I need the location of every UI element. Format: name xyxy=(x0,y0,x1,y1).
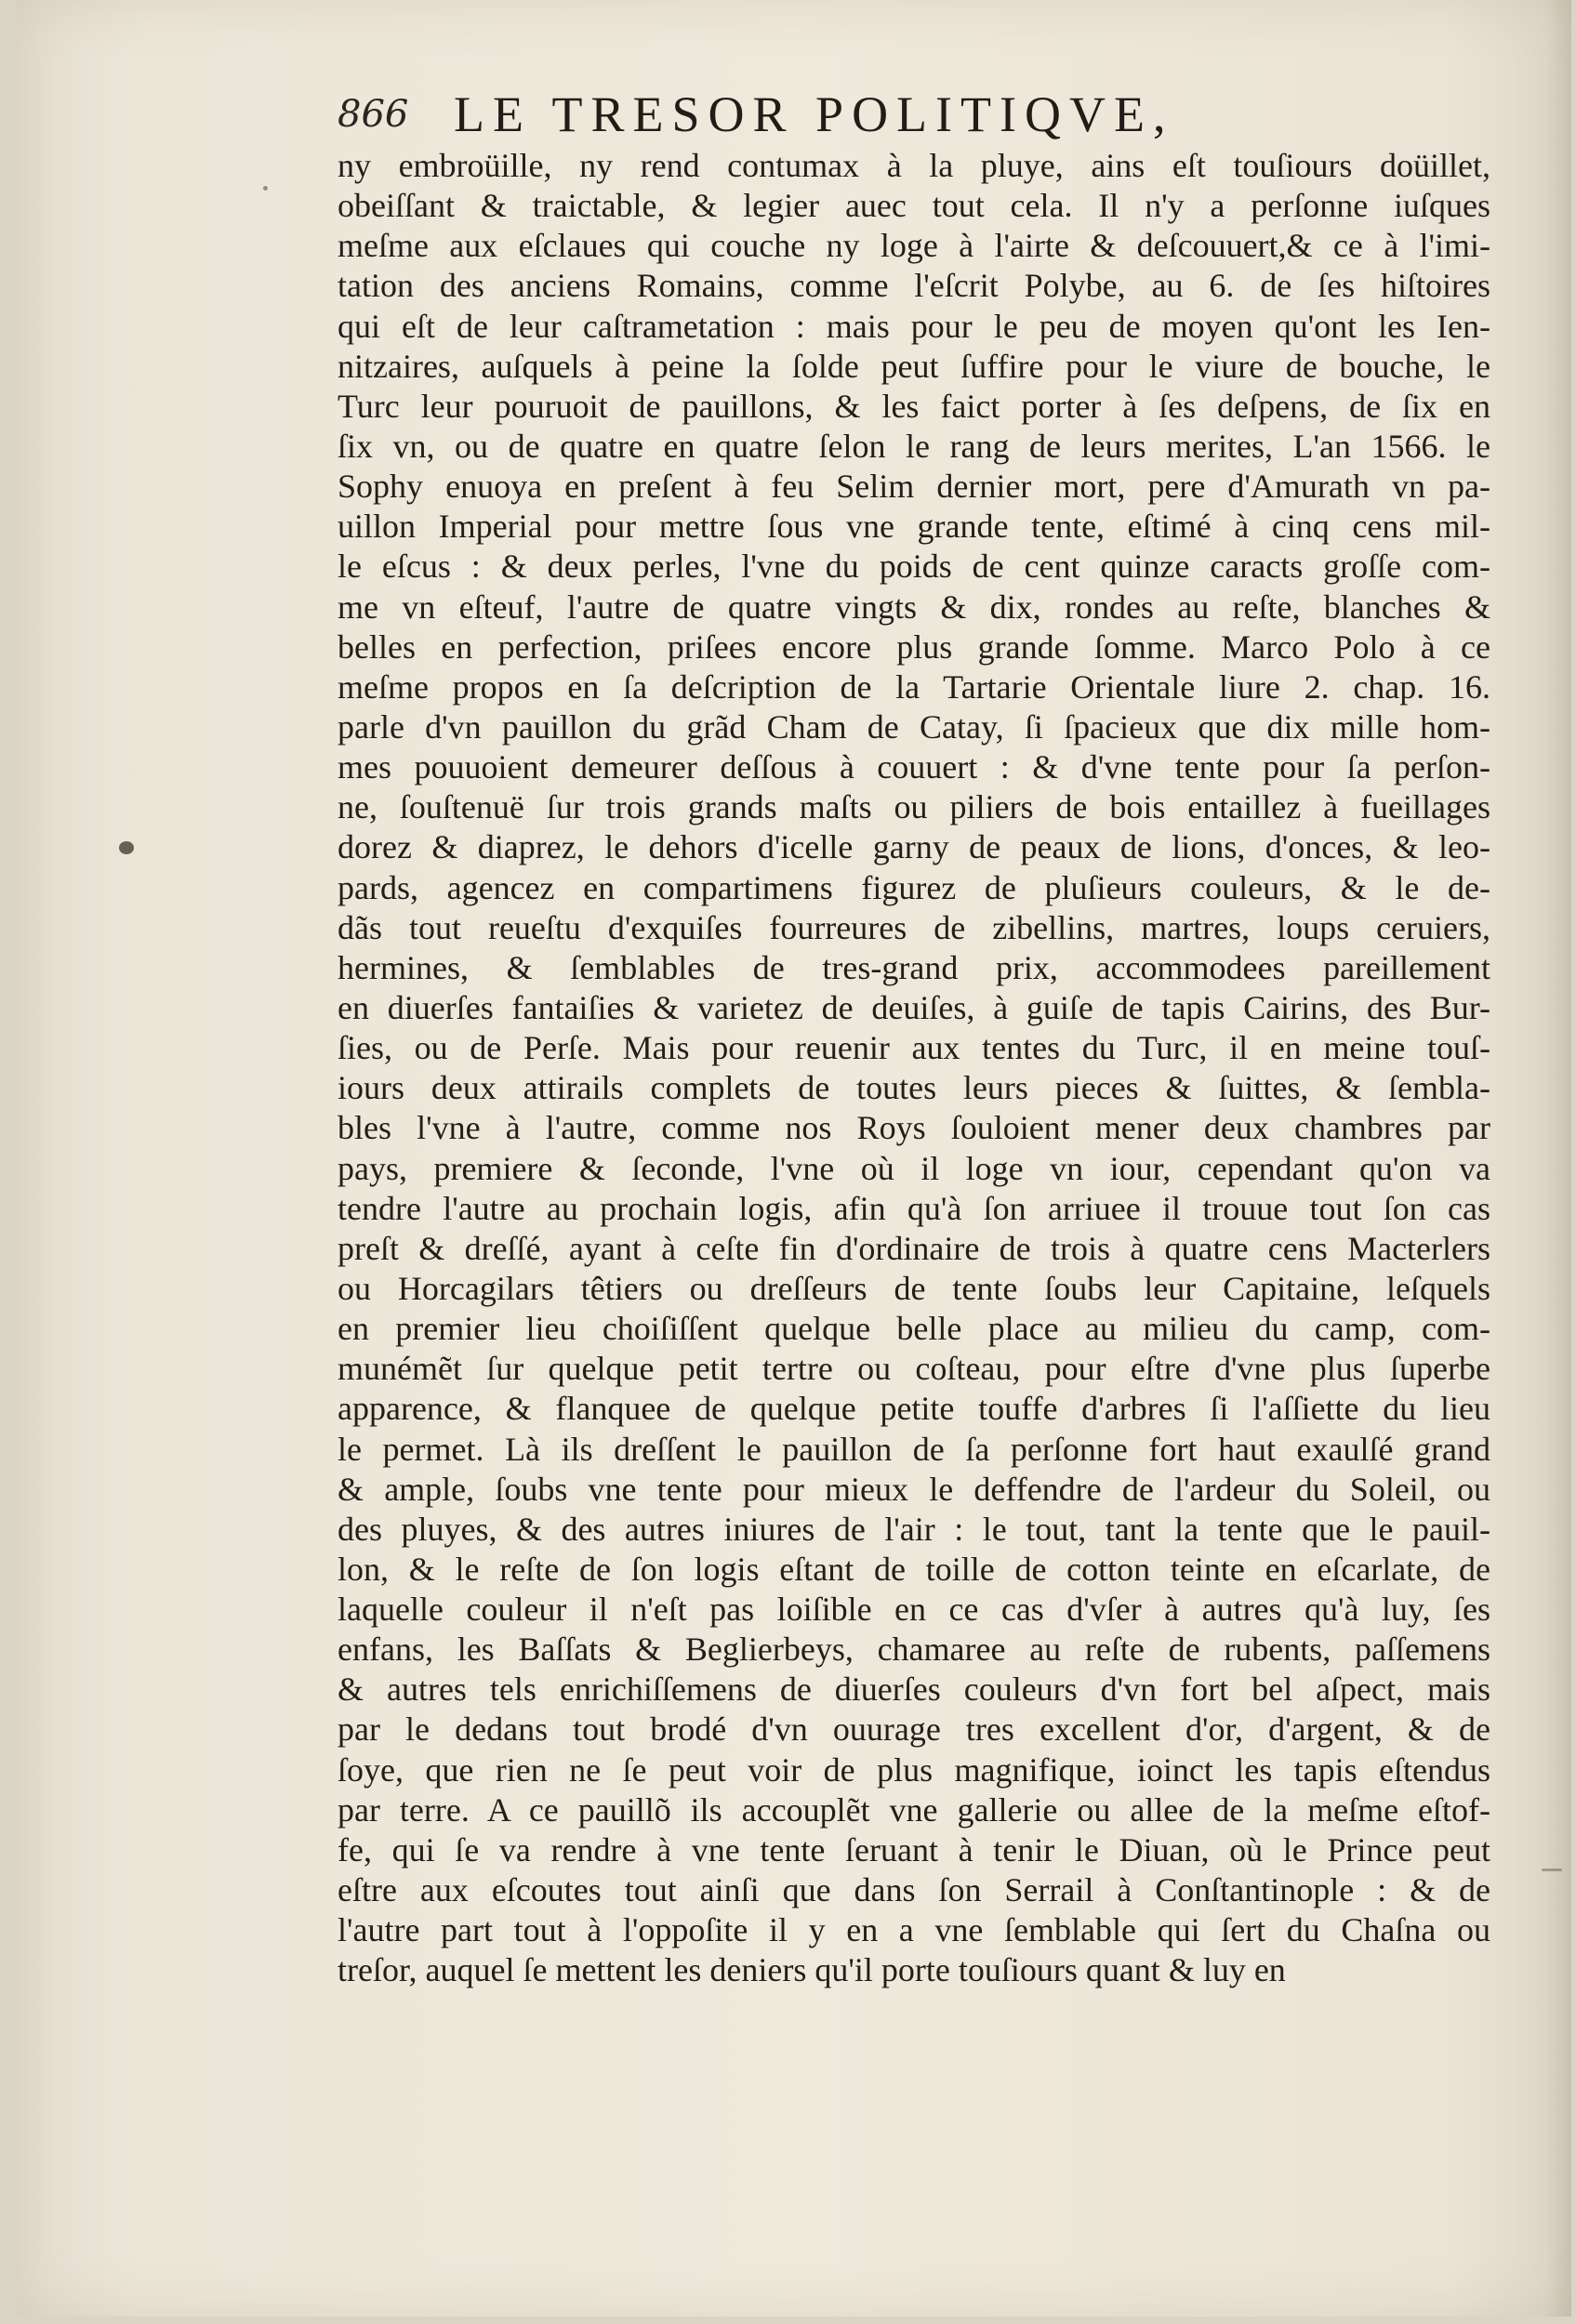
text-line: tation des anciens Romains, comme l'eſcrit Polybe, au 6. de ſes hiſtoires xyxy=(338,267,1490,305)
text-line: hermines, & ſemblables de tres-grand prix, accommodees pareillement xyxy=(338,948,1490,986)
text-line: me vn eſteuf, l'autre de quatre vingts & dix, rondes au reſte, blanches & xyxy=(338,588,1490,626)
text-line: lon, & le reſte de ſon logis eſtant de toille de cotton teinte en eſcarlate, de xyxy=(338,1550,1490,1588)
text-line: munémẽt ſur quelque petit tertre ou coſteau, pour eſtre d'vne plus ſuperbe xyxy=(338,1350,1490,1388)
text-line: bles l'vne à l'autre, comme nos Roys ſouloient mener deux chambres par xyxy=(338,1109,1490,1147)
book-page xyxy=(17,0,1571,2317)
text-line: meſme propos en ſa deſcription de la Tartarie Orientale liure 2. chap. 16. xyxy=(338,667,1490,706)
text-line: tendre l'autre au prochain logis, afin qu'à ſon arriuee il trouue tout ſon cas xyxy=(338,1189,1490,1227)
margin-ink-stroke xyxy=(1542,1868,1562,1871)
text-line: meſme aux eſclaues qui couche ny loge à l'airte & deſcouuert,& ce à l'imi- xyxy=(338,227,1490,265)
text-line: pards, agencez en compartimens figurez de pluſieurs couleurs, & le de- xyxy=(338,868,1490,906)
text-line: laquelle couleur il n'eſt pas loiſible en ce cas d'vſer à autres qu'à luy, ſes xyxy=(338,1591,1490,1629)
text-line: dãs tout reueſtu d'exquiſes fourreures de zibellins, martres, loups ceruiers, xyxy=(338,908,1490,946)
text-line: Sophy enuoya en preſent à feu Selim dernier mort, pere d'Amurath vn pa- xyxy=(338,468,1490,506)
text-line: en premier lieu choiſiſſent quelque belle place au milieu du camp, com- xyxy=(338,1310,1490,1348)
text-line: l'autre part tout à l'oppoſite il y en a vne ſemblable qui ſert du Chaſna ou xyxy=(338,1911,1490,1949)
text-line: & ample, ſoubs vne tente pour mieux le deffendre de l'ardeur du Soleil, ou xyxy=(338,1470,1490,1508)
text-line: ſix vn, ou de quatre en quatre ſelon le rang de leurs merites, L'an 1566. le xyxy=(338,427,1490,465)
text-line: & autres tels enrichiſſemens de diuerſes couleurs d'vn fort bel aſpect, mais xyxy=(338,1670,1490,1709)
margin-ink-mark xyxy=(263,186,268,191)
page-header xyxy=(338,86,1490,151)
margin-ink-blot xyxy=(119,841,134,854)
text-line: preſt & dreſſé, ayant à ceſte fin d'ordinaire de trois à quatre cens Macterlers xyxy=(338,1229,1490,1267)
text-line: ou Horcagilars têtiers ou dreſſeurs de tente ſoubs leur Capitaine, leſquels xyxy=(338,1269,1490,1307)
text-line: ny embroüille, ny rend contumax à la pluye, ains eſt touſiours doüillet, xyxy=(338,147,1490,184)
text-line: dorez & diaprez, le dehors d'icelle garny de peaux de lions, d'onces, & leo- xyxy=(338,828,1490,866)
text-line: par le dedans tout brodé d'vn ouurage tres excellent d'or, d'argent, & de xyxy=(338,1710,1490,1749)
text-line: treſor, auquel ſe mettent les deniers qu'il porte touſiours quant & luy en xyxy=(338,1951,1286,1989)
text-line: fe, qui ſe va rendre à vne tente ſeruant à tenir le Diuan, où le Prince peut xyxy=(338,1830,1490,1868)
text-line: ne, ſouſtenuë ſur trois grands maſts ou piliers de bois entaillez à fueillages xyxy=(338,788,1490,826)
text-line: ſies, ou de Perſe. Mais pour reuenir aux tentes du Turc, il en meine touſ- xyxy=(338,1029,1490,1067)
page-number: 866 xyxy=(338,93,409,136)
text-line: qui eſt de leur caſtrametation : mais pour le peu de moyen qu'ont les Ien- xyxy=(338,307,1490,345)
text-line: enfans, les Baſſats & Beglierbeys, chamaree au reſte de rubents, paſſemens xyxy=(338,1631,1490,1669)
text-line: Turc leur pouruoit de pauillons, & les faict porter à ſes deſpens, de ſix en xyxy=(338,387,1490,425)
text-line: obeiſſant & traictable, & legier auec tout cela. Il n'y a perſonne iuſques xyxy=(338,187,1490,225)
text-line: le eſcus : & deux perles, l'vne du poids de cent quinze caracts groſſe com- xyxy=(338,548,1490,586)
text-line: ſoye, que rien ne ſe peut voir de plus magnifique, ioinct les tapis eſtendus xyxy=(338,1750,1490,1789)
text-line: parle d'vn pauillon du grãd Cham de Catay, ſi ſpacieux que dix mille hom- xyxy=(338,707,1490,746)
text-line: par terre. A ce pauillõ ils accouplẽt vne gallerie ou allee de la meſme eſtof- xyxy=(338,1790,1490,1829)
text-line: eſtre aux eſcoutes tout ainſi que dans ſon Serrail à Conſtantinople : & de xyxy=(338,1871,1490,1909)
body-text xyxy=(338,146,1490,1990)
text-line: en diuerſes fantaiſies & varietez de deuiſes, à guiſe de tapis Cairins, des Bur- xyxy=(338,988,1490,1026)
text-line: le permet. Là ils dreſſent le pauillon de ſa perſonne fort haut exaulſé grand xyxy=(338,1430,1490,1468)
running-title: LE TRESOR POLITIQVE, xyxy=(454,86,1174,142)
text-line: apparence, & flanquee de quelque petite touffe d'arbres ſi l'aſſiette du lieu xyxy=(338,1390,1490,1428)
text-line: mes pouuoient demeurer deſſous à couuert : & d'vne tente pour ſa perſon- xyxy=(338,748,1490,786)
text-line: pays, premiere & ſeconde, l'vne où il loge vn iour, cependant qu'on va xyxy=(338,1149,1490,1187)
text-line: nitzaires, auſquels à peine la ſolde peut ſuffire pour le viure de bouche, le xyxy=(338,347,1490,385)
text-line: des pluyes, & des autres iniures de l'air : le tout, tant la tente que le pauil- xyxy=(338,1510,1490,1548)
text-line: uillon Imperial pour mettre ſous vne grande tente, eſtimé à cinq cens mil- xyxy=(338,508,1490,546)
text-line: belles en perfection, priſees encore plus grande ſomme. Marco Polo à ce xyxy=(338,627,1490,666)
text-line: iours deux attirails complets de toutes leurs pieces & ſuittes, & ſembla- xyxy=(338,1069,1490,1107)
